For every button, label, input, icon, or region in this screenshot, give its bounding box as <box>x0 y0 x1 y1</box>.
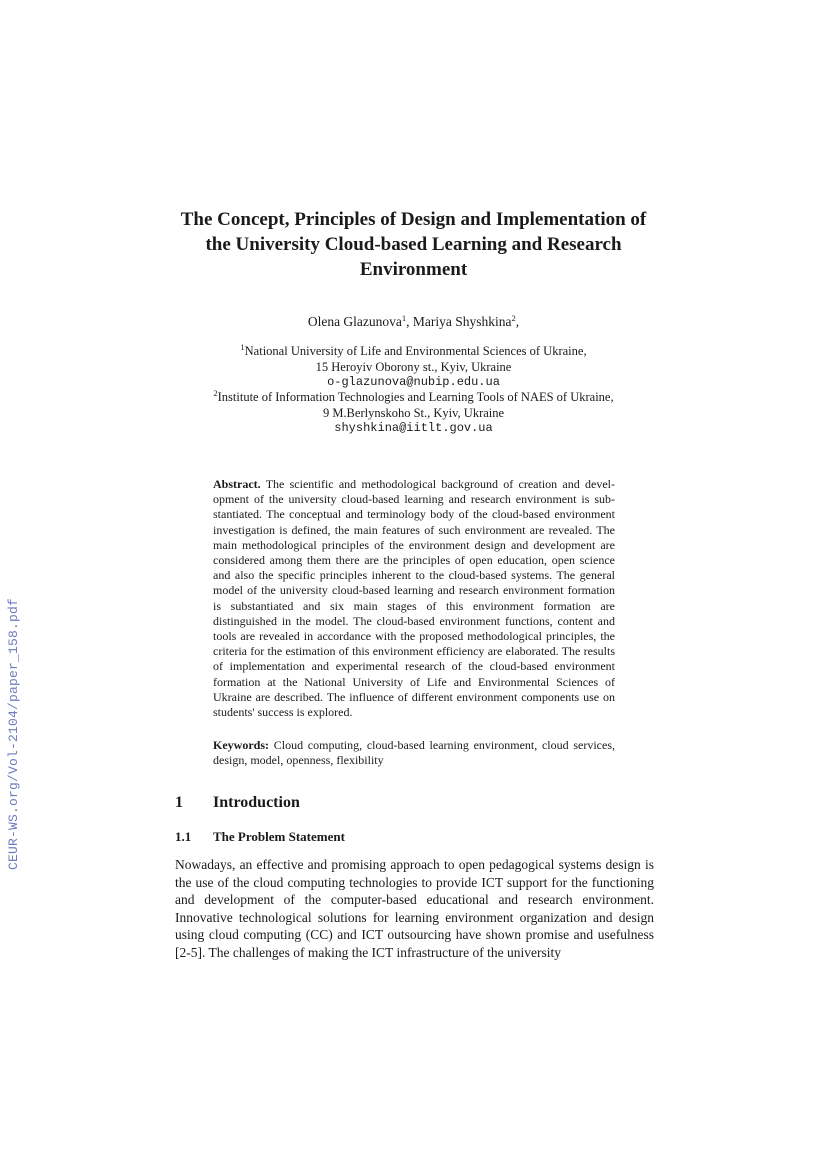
author-separator: , <box>406 314 413 329</box>
affiliation-email[interactable]: o-glazunova@nubip.edu.ua <box>327 375 500 389</box>
title-line-3: Environment <box>359 259 468 280</box>
abstract-label: Abstract. <box>213 477 261 491</box>
affiliation-mark: 1 <box>401 313 407 323</box>
abstract <box>213 477 615 720</box>
subsection-heading <box>175 829 345 845</box>
keywords-label: Keywords: <box>213 738 269 752</box>
keywords-text: Cloud computing, cloud-based learning environment, cloud services, design, model, openness, flexibility <box>213 738 616 768</box>
section-number: 1 <box>175 794 183 811</box>
title-line-1: The Concept, Principles of Design and Implementation of <box>180 209 647 230</box>
section-heading <box>175 794 300 812</box>
author-name: Olena Glazunova <box>307 314 402 329</box>
paper-title <box>150 207 677 282</box>
author-list <box>150 314 677 330</box>
subsection-number: 1.1 <box>175 829 192 844</box>
affiliation-2 <box>150 390 677 437</box>
affiliation-email[interactable]: shyshkina@iitlt.gov.ua <box>334 421 493 435</box>
affiliation-org <box>150 344 677 360</box>
author-name: Mariya Shyshkina <box>412 314 512 329</box>
affiliation-1 <box>150 344 677 391</box>
affiliation-address: 15 Heroyiv Oborony st., Kyiv, Ukraine <box>315 359 512 374</box>
affiliation-org-text: National University of Life and Environmental Sciences of Ukraine, <box>244 344 587 358</box>
affiliation-address: 9 M.Berlynskoho St., Kyiv, Ukraine <box>322 405 505 420</box>
subsection-title: The Problem Statement <box>213 829 345 844</box>
affiliation-org <box>150 390 677 406</box>
affiliation-org-text: Institute of Information Technologies and Learning Tools of NAES of Ukraine, <box>217 390 614 404</box>
section-title: Introduction <box>213 794 300 811</box>
body-paragraph: Nowadays, an effective and promising approach to open pedagogical systems design is the use of the cloud computing technologies to provide ICT support for the functioning and development of the computer-based educational and research environment. Innovative technological solutions for learning environment organization and design using cloud computing (CC) and ICT outsourcing have shown promise and usefulness [2-5]. The challenges of making the ICT infrastructure of the university <box>175 857 654 960</box>
affiliation-mark: 2 <box>511 313 516 323</box>
title-line-2: the University Cloud-based Learning and Research <box>205 234 622 255</box>
affiliation-mark: 2 <box>213 388 218 398</box>
author-trailing: , <box>515 314 520 329</box>
keywords <box>213 738 615 768</box>
affiliation-mark: 1 <box>240 342 245 352</box>
abstract-text: The scientific and methodological background of creation and development of the university cloud-based learning and research environment is substantiated. The conceptual and terminology body of the cloud-based environment investigation is defined, the main features of such environment are revealed. The main methodological principles of the environment design and development are considered among them there are the principles of open education, open science and also the specific principles inherent to the cloud-based systems. The general model of the university cloud-based learning and research environment formation is substantiated and six main stages of this environment formation are distinguished in the model. The cloud-based environment functions, content and tools are revealed in accordance with the proposed methodological principles, the criteria for the estimation of this environment efficiency are elaborated. The results of implementation and experimental research of the cloud-based environment formation at the National University of Life and Environmental Sciences of Ukraine are described. The influence of different environment components use on students' success is explored. <box>213 477 615 720</box>
side-identifier: CEUR-WS.org/Vol-2104/paper_158.pdf <box>6 598 21 871</box>
